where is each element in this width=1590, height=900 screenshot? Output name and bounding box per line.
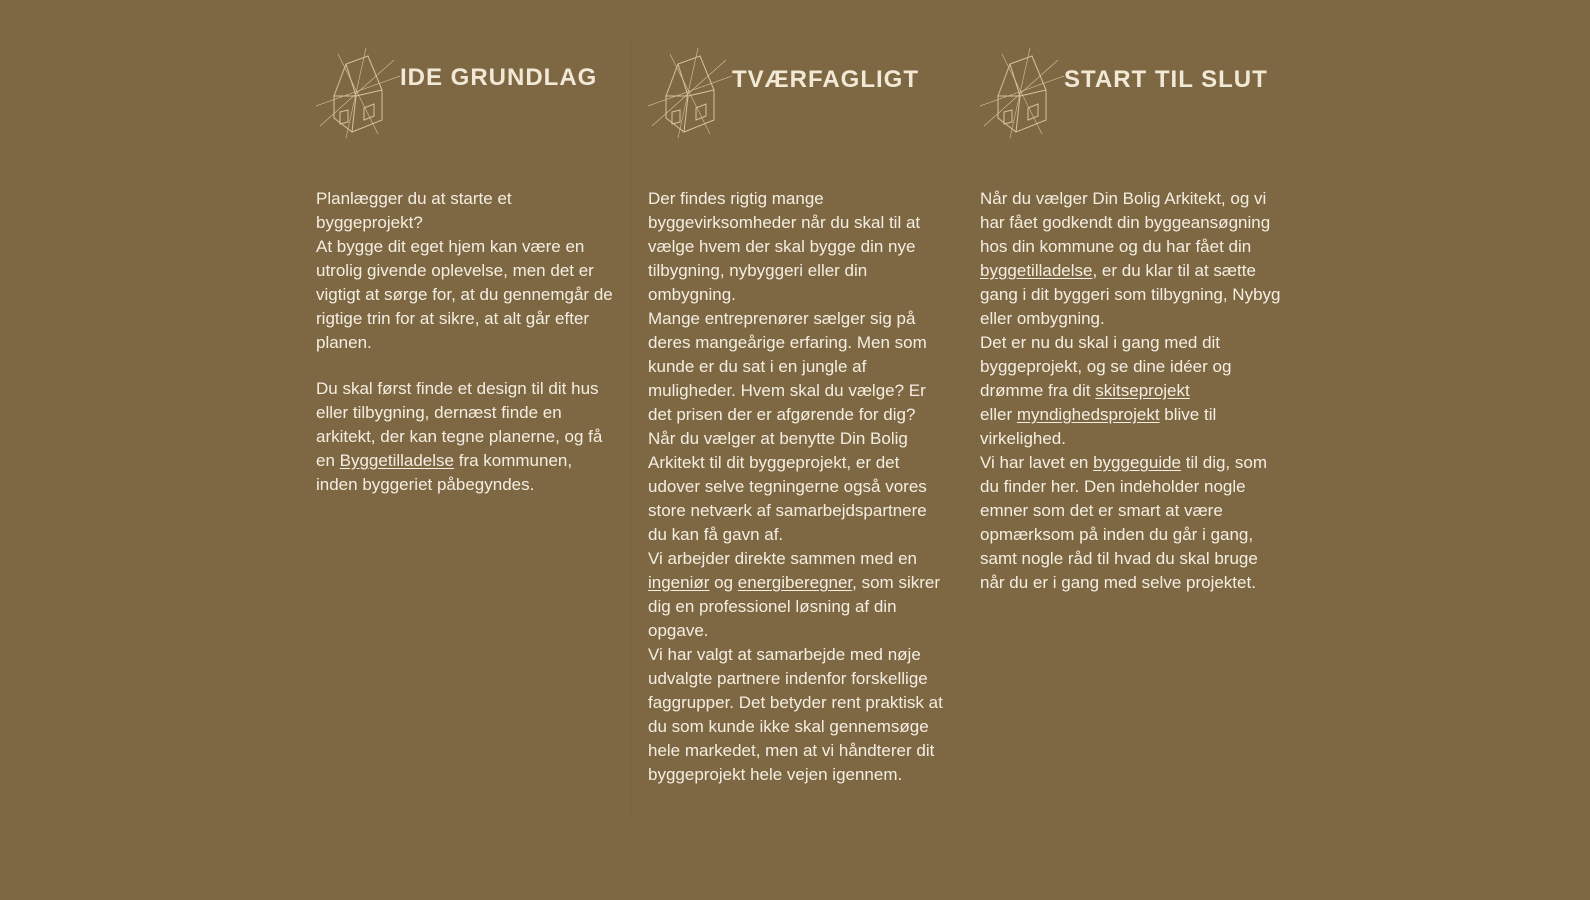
paragraph: Der findes rigtig mange byggevirksomheder når du skal til at vælge hvem der skal bygge din nye tilbygning, nybyggeri eller din ombygning. [648,189,921,304]
column-divider [962,40,963,820]
paragraph-text: eller [980,405,1017,424]
paragraph-text: fra kommunen, inden byggeriet påbegyndes. [316,451,573,494]
column-title: TVÆRFAGLIGT [732,66,919,93]
column-start-til-slut [980,44,1282,595]
paragraph-text: til dig, som du finder her. Den indeholder nogle emner som det er smart at være opmærksom på inden du går i gang, samt nogle råd til hvad du skal bruge når du er i gang med selve projektet. [980,453,1267,592]
paragraph-text: blive til virkelighed. [980,405,1217,448]
column-title: IDE GRUNDLAG [400,64,598,91]
house-sketch-icon [648,46,732,140]
paragraph [648,547,950,643]
column-body [316,187,618,497]
paragraph: Vi har valgt at samarbejde med nøje udvalgte partnere indenfor forskellige faggrupper. Det betyder rent praktisk at du som kunde ikke skal gennemsøge hele markedet, men at vi håndterer dit byggeprojekt hele vejen igennem. [648,645,943,784]
paragraph-text: Vi har lavet en [980,453,1094,472]
column-divider [631,40,632,820]
paragraph-text: og [709,573,738,592]
paragraph [980,331,1282,451]
column-body [980,187,1282,595]
paragraph [316,377,618,497]
paragraph: At bygge dit eget hjem kan være en utrolig givende oplevelse, men det er vigtigt at sørge for, at du gennemgår de rigtige trin for at sikre, at alt går efter planen. [316,237,613,352]
skitseprojekt-link[interactable]: skitseprojekt [1095,381,1190,400]
paragraph-text: Det er nu du skal i gang med dit byggeprojekt, og se dine idéer og drømme fra dit [980,333,1232,400]
column-heading [316,44,618,144]
byggetilladelse-link[interactable]: Byggetilladelse [339,451,454,470]
myndighedsprojekt-link[interactable]: myndighedsprojekt [1016,405,1160,424]
byggetilladelse-link[interactable]: byggetilladelse [980,261,1093,280]
ingenior-link[interactable]: ingeniør [648,573,710,592]
paragraph-text: Du skal først finde et design til dit hus eller tilbygning, dernæst finde en arkitekt, der kan tegne planerne, og få en [316,379,603,470]
column-heading [648,44,950,144]
paragraph-text: , som sikrer dig en professionel løsning af din opgave. [648,573,940,640]
house-sketch-icon [980,46,1064,140]
column-ide-grundlag [316,44,618,497]
paragraph-text: Vi arbejder direkte sammen med en [648,549,917,568]
paragraph [980,187,1282,331]
paragraph [980,451,1282,595]
column-heading [980,44,1282,144]
column-tvaerfagligt [648,44,950,787]
paragraph-gap [316,355,618,377]
energiberegner-link[interactable]: energiberegner [737,573,853,592]
paragraph-text: Når du vælger Din Bolig Arkitekt, og vi har fået godkendt din byggeansøgning hos din kommune og du har fået din [980,189,1271,256]
byggeguide-link[interactable]: byggeguide [1093,453,1182,472]
paragraph: Når du vælger at benytte Din Bolig Arkitekt til dit byggeprojekt, er det udover selve tegningerne også vores store netværk af samarbejdspartnere du kan få gavn af. [648,429,927,544]
paragraph: Planlægger du at starte et byggeprojekt? [316,189,512,232]
column-body [648,187,950,787]
column-title: START TIL SLUT [1064,66,1268,93]
paragraph: Mange entreprenører sælger sig på deres mangeårige erfaring. Men som kunde er du sat i en jungle af muligheder. Hvem skal du vælge? Er det prisen der er afgørende for dig? [648,309,927,424]
paragraph-text: , er du klar til at sætte gang i dit byggeri som tilbygning, Nybyg eller ombygning. [980,261,1281,328]
house-sketch-icon [316,46,400,140]
